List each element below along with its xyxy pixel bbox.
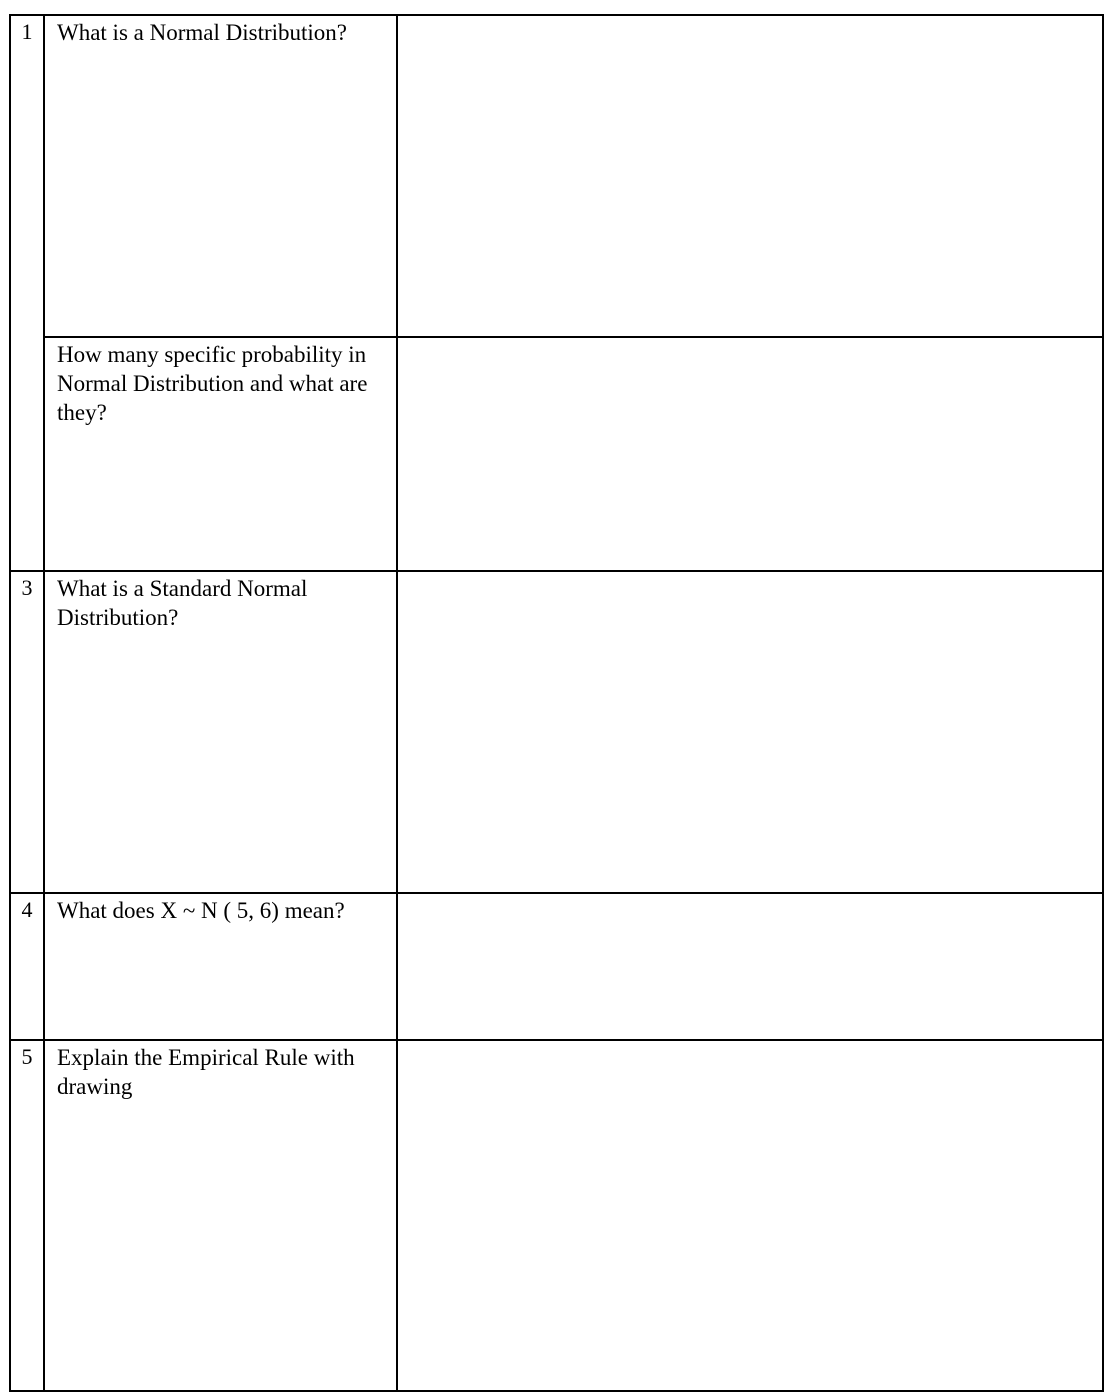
answer-box-1[interactable] (397, 15, 1103, 337)
worksheet-table (9, 14, 1104, 1392)
answer-box-4[interactable] (397, 893, 1103, 1040)
question-row-3 (10, 571, 1103, 893)
answer-box-5[interactable] (397, 1040, 1103, 1391)
question-text-5: Explain the Empirical Rule with drawing (44, 1040, 397, 1391)
question-row-1 (10, 15, 1103, 337)
question-row-5 (10, 1040, 1103, 1391)
question-text-1: What is a Normal Distribution? (44, 15, 397, 337)
question-number-1: 1 (10, 15, 44, 571)
question-number-5: 5 (10, 1040, 44, 1391)
question-row-2 (10, 337, 1103, 571)
answer-box-3[interactable] (397, 571, 1103, 893)
answer-box-2[interactable] (397, 337, 1103, 571)
question-text-4: What does X ~ N ( 5, 6) mean? (44, 893, 397, 1040)
question-row-4 (10, 893, 1103, 1040)
question-number-4: 4 (10, 893, 44, 1040)
question-number-3: 3 (10, 571, 44, 893)
question-text-2: How many specific probability in Normal Distribution and what are they? (44, 337, 397, 571)
question-text-3: What is a Standard Normal Distribution? (44, 571, 397, 893)
